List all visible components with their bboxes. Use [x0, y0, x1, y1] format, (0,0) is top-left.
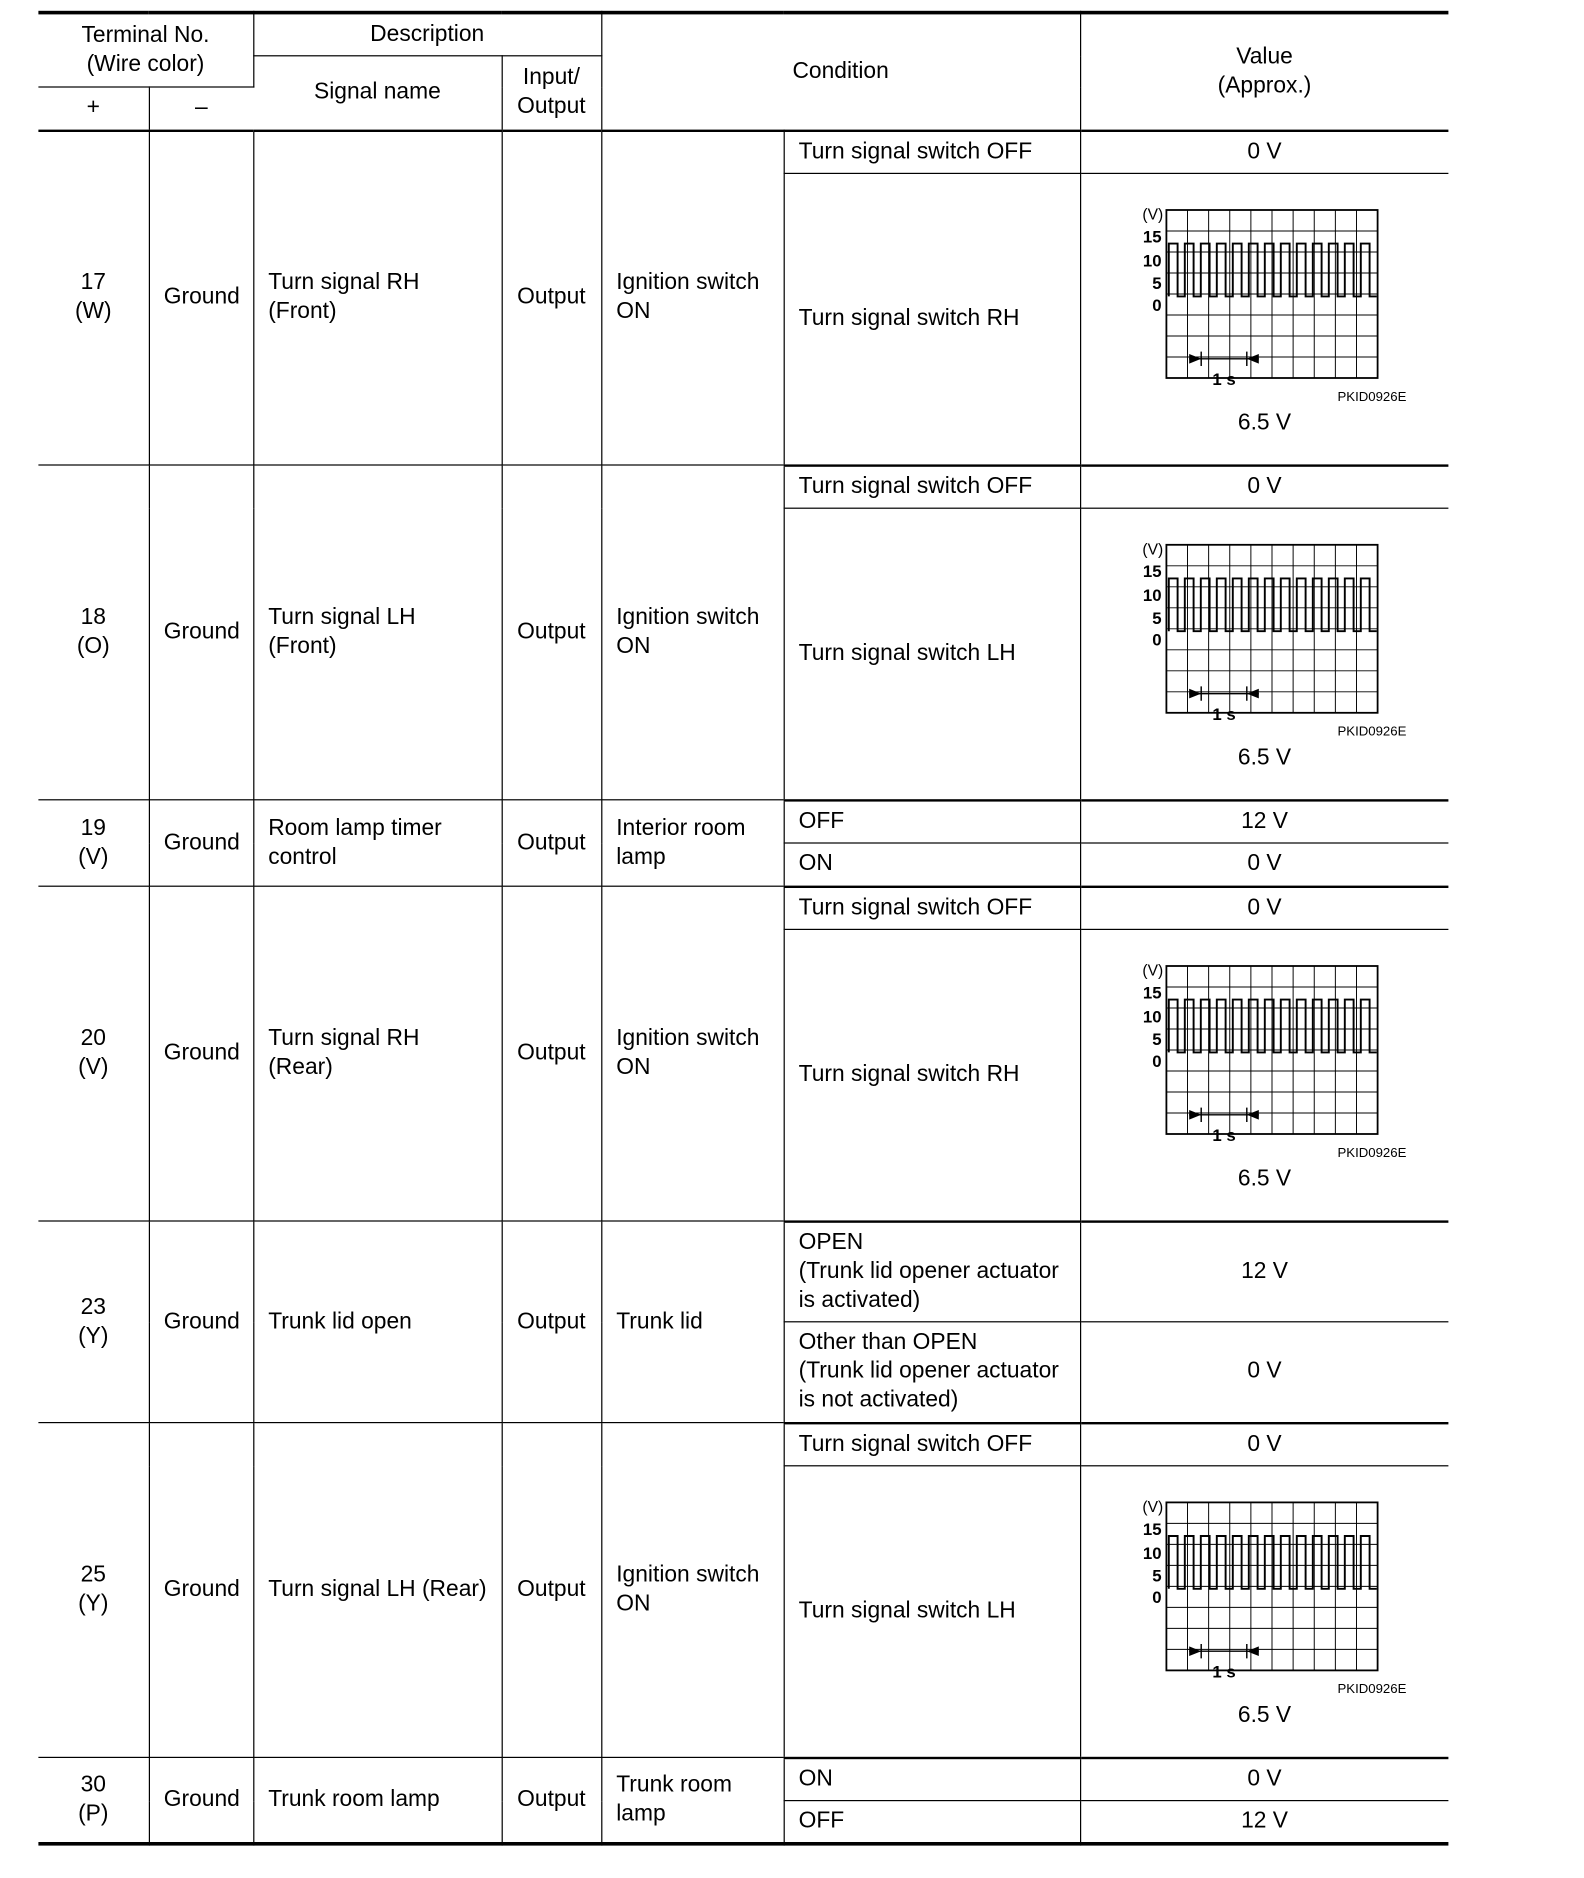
value-waveform	[1080, 173, 1448, 465]
waveform-value: 6.5 V	[1237, 744, 1292, 771]
table-row	[38, 1221, 1448, 1322]
condition-detail-line: Turn signal switch OFF	[798, 1431, 1033, 1457]
input-output: Output	[502, 800, 602, 886]
waveform-code: PKID0926E	[1337, 1680, 1407, 1696]
io-header	[502, 56, 602, 130]
signal-name	[253, 465, 501, 800]
condition-detail	[784, 1322, 1080, 1423]
terminal-number-value: 23	[80, 1294, 106, 1320]
input-output: Output	[502, 465, 602, 800]
wire-color-value: (P)	[78, 1801, 109, 1827]
terminal-number-value: 19	[80, 815, 106, 841]
waveform-unit-label: (V)	[1142, 962, 1163, 980]
table-header	[38, 13, 1448, 131]
waveform-grid	[1166, 966, 1377, 1134]
terminal-number	[38, 130, 148, 465]
waveform-grid	[1166, 210, 1377, 378]
waveform-oscilloscope	[1121, 956, 1409, 1160]
value-waveform	[1080, 508, 1448, 800]
terminal-number	[38, 886, 148, 1221]
value: 12 V	[1080, 800, 1448, 843]
terminal-number	[38, 1423, 148, 1758]
condition-detail	[784, 843, 1080, 886]
terminal-number-value: 18	[80, 604, 106, 630]
waveform-y-axis-labels	[1142, 1499, 1163, 1607]
condition-detail	[784, 130, 1080, 173]
waveform-code: PKID0926E	[1337, 723, 1407, 739]
waveform-ytick-10: 10	[1142, 1543, 1162, 1563]
terminal-spec-table	[38, 11, 1448, 1846]
condition-detail-line: OFF	[798, 1808, 845, 1834]
waveform-ytick-0: 0	[1151, 1587, 1162, 1607]
signal-name	[253, 1423, 501, 1758]
wire-color-value: (V)	[78, 844, 109, 870]
condition-detail	[784, 1801, 1080, 1844]
minus-terminal: Ground	[149, 1423, 253, 1758]
waveform-ytick-5: 5	[1151, 1029, 1162, 1049]
condition-detail-line: OPEN	[798, 1229, 864, 1255]
terminal-no-label: Terminal No.	[81, 22, 210, 48]
signal-name-line: Turn signal RH (Rear)	[268, 1026, 420, 1080]
signal-name-line: (Front)	[268, 299, 337, 325]
value: 0 V	[1080, 843, 1448, 886]
waveform-trace	[1169, 999, 1377, 1052]
condition-detail-line: Turn signal switch OFF	[798, 138, 1033, 164]
condition-main-line: Trunk room	[616, 1772, 732, 1798]
waveform-ytick-15: 15	[1142, 1519, 1162, 1539]
condition-main-line: Ignition switch	[616, 1026, 760, 1052]
condition-detail-line: is activated)	[798, 1287, 921, 1313]
value: 12 V	[1080, 1801, 1448, 1844]
condition-detail-line: is not activated)	[798, 1387, 959, 1413]
table-row	[38, 886, 1448, 929]
condition-main	[601, 1221, 783, 1423]
value-header	[1080, 13, 1448, 131]
condition-detail-line: (Trunk lid opener actuator	[798, 1358, 1059, 1384]
minus-terminal: Ground	[149, 1221, 253, 1423]
waveform-code: PKID0926E	[1337, 388, 1407, 404]
waveform-ytick-0: 0	[1151, 1051, 1162, 1071]
waveform-trace	[1169, 243, 1377, 296]
signal-name	[253, 1221, 501, 1423]
condition-main-line: lamp	[616, 1801, 666, 1827]
wire-color-value: (O)	[76, 633, 110, 659]
condition-main-line: ON	[616, 299, 651, 325]
waveform-ytick-15: 15	[1142, 983, 1162, 1003]
condition-main-line: Ignition switch	[616, 270, 760, 296]
output-label: Output	[517, 93, 586, 120]
table-row	[38, 1757, 1448, 1800]
terminal-number-value: 30	[80, 1772, 106, 1798]
value: 0 V	[1080, 465, 1448, 508]
condition-header: Condition	[601, 13, 1080, 131]
signal-name-line: Trunk room lamp	[268, 1786, 440, 1813]
minus-terminal: Ground	[149, 800, 253, 886]
terminal-number-value: 25	[80, 1562, 106, 1588]
condition-detail	[784, 929, 1080, 1221]
signal-name	[253, 130, 501, 465]
waveform-ytick-0: 0	[1151, 295, 1162, 315]
table-row	[38, 1423, 1448, 1466]
waveform-ytick-15: 15	[1142, 561, 1162, 581]
condition-detail	[784, 1757, 1080, 1800]
signal-name-header: Signal name	[253, 56, 501, 130]
waveform-value: 6.5 V	[1237, 1702, 1292, 1728]
signal-name-line: control	[268, 844, 337, 870]
terminal-number	[38, 800, 148, 886]
waveform-time-label: 1 s	[1212, 1125, 1236, 1145]
condition-main-line: Ignition switch	[616, 1562, 760, 1588]
terminal-number	[38, 465, 148, 800]
input-output: Output	[502, 1423, 602, 1758]
condition-detail-line: Turn signal switch LH	[798, 640, 1016, 666]
waveform-unit-label: (V)	[1142, 1498, 1163, 1516]
signal-name-line: Turn signal LH (Rear)	[268, 1576, 487, 1603]
waveform-ytick-10: 10	[1142, 1007, 1162, 1027]
condition-detail	[784, 800, 1080, 843]
table-row	[38, 800, 1448, 843]
minus-header: –	[149, 87, 253, 130]
input-output: Output	[502, 1221, 602, 1423]
table-row	[38, 130, 1448, 173]
condition-main-line: lamp	[616, 844, 666, 870]
waveform-value: 6.5 V	[1237, 410, 1292, 436]
waveform-unit-label: (V)	[1142, 206, 1163, 224]
terminal-no-header	[38, 13, 253, 87]
value: 0 V	[1080, 886, 1448, 929]
waveform-oscilloscope	[1121, 1493, 1409, 1697]
waveform-unit-label: (V)	[1142, 541, 1163, 559]
waveform-ytick-5: 5	[1151, 273, 1162, 293]
condition-main-line: ON	[616, 1591, 651, 1617]
value: 0 V	[1080, 1423, 1448, 1466]
signal-name	[253, 1757, 501, 1843]
signal-name-line: Turn signal LH (Front)	[268, 604, 416, 659]
condition-detail-line: Turn signal switch OFF	[798, 894, 1033, 920]
condition-detail-line: ON	[798, 850, 833, 877]
terminal-number	[38, 1221, 148, 1423]
terminal-number-value: 17	[80, 270, 106, 296]
wire-color-value: (W)	[74, 299, 112, 325]
condition-detail-line: Other than OPEN	[798, 1329, 978, 1355]
condition-main-line: ON	[616, 633, 651, 659]
condition-detail-line: ON	[798, 1765, 833, 1792]
waveform-time-label: 1 s	[1212, 1662, 1236, 1682]
condition-detail	[784, 1221, 1080, 1322]
waveform-ytick-10: 10	[1142, 251, 1162, 271]
approx-label: (Approx.)	[1217, 72, 1312, 99]
waveform-time-label: 1 s	[1212, 704, 1236, 724]
condition-detail	[784, 465, 1080, 508]
waveform-oscilloscope	[1121, 535, 1409, 739]
waveform-y-axis-labels	[1142, 962, 1163, 1070]
condition-detail	[784, 508, 1080, 800]
condition-detail-line: OFF	[798, 808, 845, 834]
terminal-number	[38, 1757, 148, 1843]
waveform-value: 6.5 V	[1237, 1166, 1292, 1192]
waveform-ytick-0: 0	[1151, 630, 1162, 650]
minus-terminal: Ground	[149, 130, 253, 465]
condition-main	[601, 800, 783, 886]
condition-detail	[784, 1466, 1080, 1758]
condition-detail-line: Turn signal switch LH	[798, 1598, 1016, 1624]
table-row	[38, 465, 1448, 508]
waveform-trace	[1169, 578, 1377, 631]
waveform-trace	[1169, 1536, 1377, 1589]
input-output: Output	[502, 130, 602, 465]
signal-name	[253, 886, 501, 1221]
wire-color-value: (Y)	[78, 1591, 109, 1617]
waveform-grid	[1166, 545, 1377, 713]
wire-color-value: (Y)	[78, 1323, 109, 1349]
condition-main-line: ON	[616, 1054, 651, 1080]
signal-name-line: Room lamp timer	[268, 815, 442, 841]
wire-color-label: (Wire color)	[86, 51, 205, 77]
value: 0 V	[1080, 1757, 1448, 1800]
condition-main-line: Trunk lid	[616, 1308, 703, 1334]
waveform-ytick-10: 10	[1142, 585, 1162, 605]
value-waveform	[1080, 929, 1448, 1221]
minus-terminal: Ground	[149, 1757, 253, 1843]
input-label: Input/	[522, 65, 580, 91]
waveform-y-axis-labels	[1142, 206, 1163, 314]
value: 0 V	[1080, 1322, 1448, 1423]
condition-detail	[784, 886, 1080, 929]
signal-name	[253, 800, 501, 886]
condition-detail-line: (Trunk lid opener actuator	[798, 1258, 1059, 1284]
condition-detail-line: Turn signal switch OFF	[798, 473, 1033, 499]
waveform-grid	[1166, 1502, 1377, 1670]
minus-terminal: Ground	[149, 465, 253, 800]
condition-main	[601, 130, 783, 465]
terminal-number-value: 20	[80, 1026, 106, 1052]
input-output: Output	[502, 886, 602, 1221]
condition-main	[601, 1423, 783, 1758]
signal-name-line: Turn signal RH	[268, 270, 420, 296]
value-label: Value	[1236, 44, 1293, 70]
condition-main	[601, 465, 783, 800]
condition-detail-line: Turn signal switch RH	[798, 1061, 1020, 1087]
waveform-ytick-15: 15	[1142, 227, 1162, 247]
waveform-time-label: 1 s	[1212, 369, 1236, 389]
signal-name-line: Trunk lid open	[268, 1308, 412, 1334]
input-output: Output	[502, 1757, 602, 1843]
plus-header: +	[38, 87, 148, 130]
condition-detail	[784, 173, 1080, 465]
value: 0 V	[1080, 130, 1448, 173]
waveform-oscilloscope	[1121, 200, 1409, 404]
value-waveform	[1080, 1466, 1448, 1758]
condition-main-line: Ignition switch	[616, 604, 760, 630]
waveform-code: PKID0926E	[1337, 1144, 1407, 1160]
waveform-y-axis-labels	[1142, 541, 1163, 649]
description-header: Description	[253, 13, 601, 56]
condition-main-line: Interior room	[616, 815, 746, 841]
wire-color-value: (V)	[78, 1054, 109, 1080]
table-body	[38, 130, 1448, 1844]
condition-detail-line: Turn signal switch RH	[798, 305, 1020, 331]
condition-detail	[784, 1423, 1080, 1466]
condition-main	[601, 1757, 783, 1843]
minus-terminal: Ground	[149, 886, 253, 1221]
condition-main	[601, 886, 783, 1221]
waveform-ytick-5: 5	[1151, 1566, 1162, 1586]
waveform-ytick-5: 5	[1151, 608, 1162, 628]
value: 12 V	[1080, 1221, 1448, 1322]
